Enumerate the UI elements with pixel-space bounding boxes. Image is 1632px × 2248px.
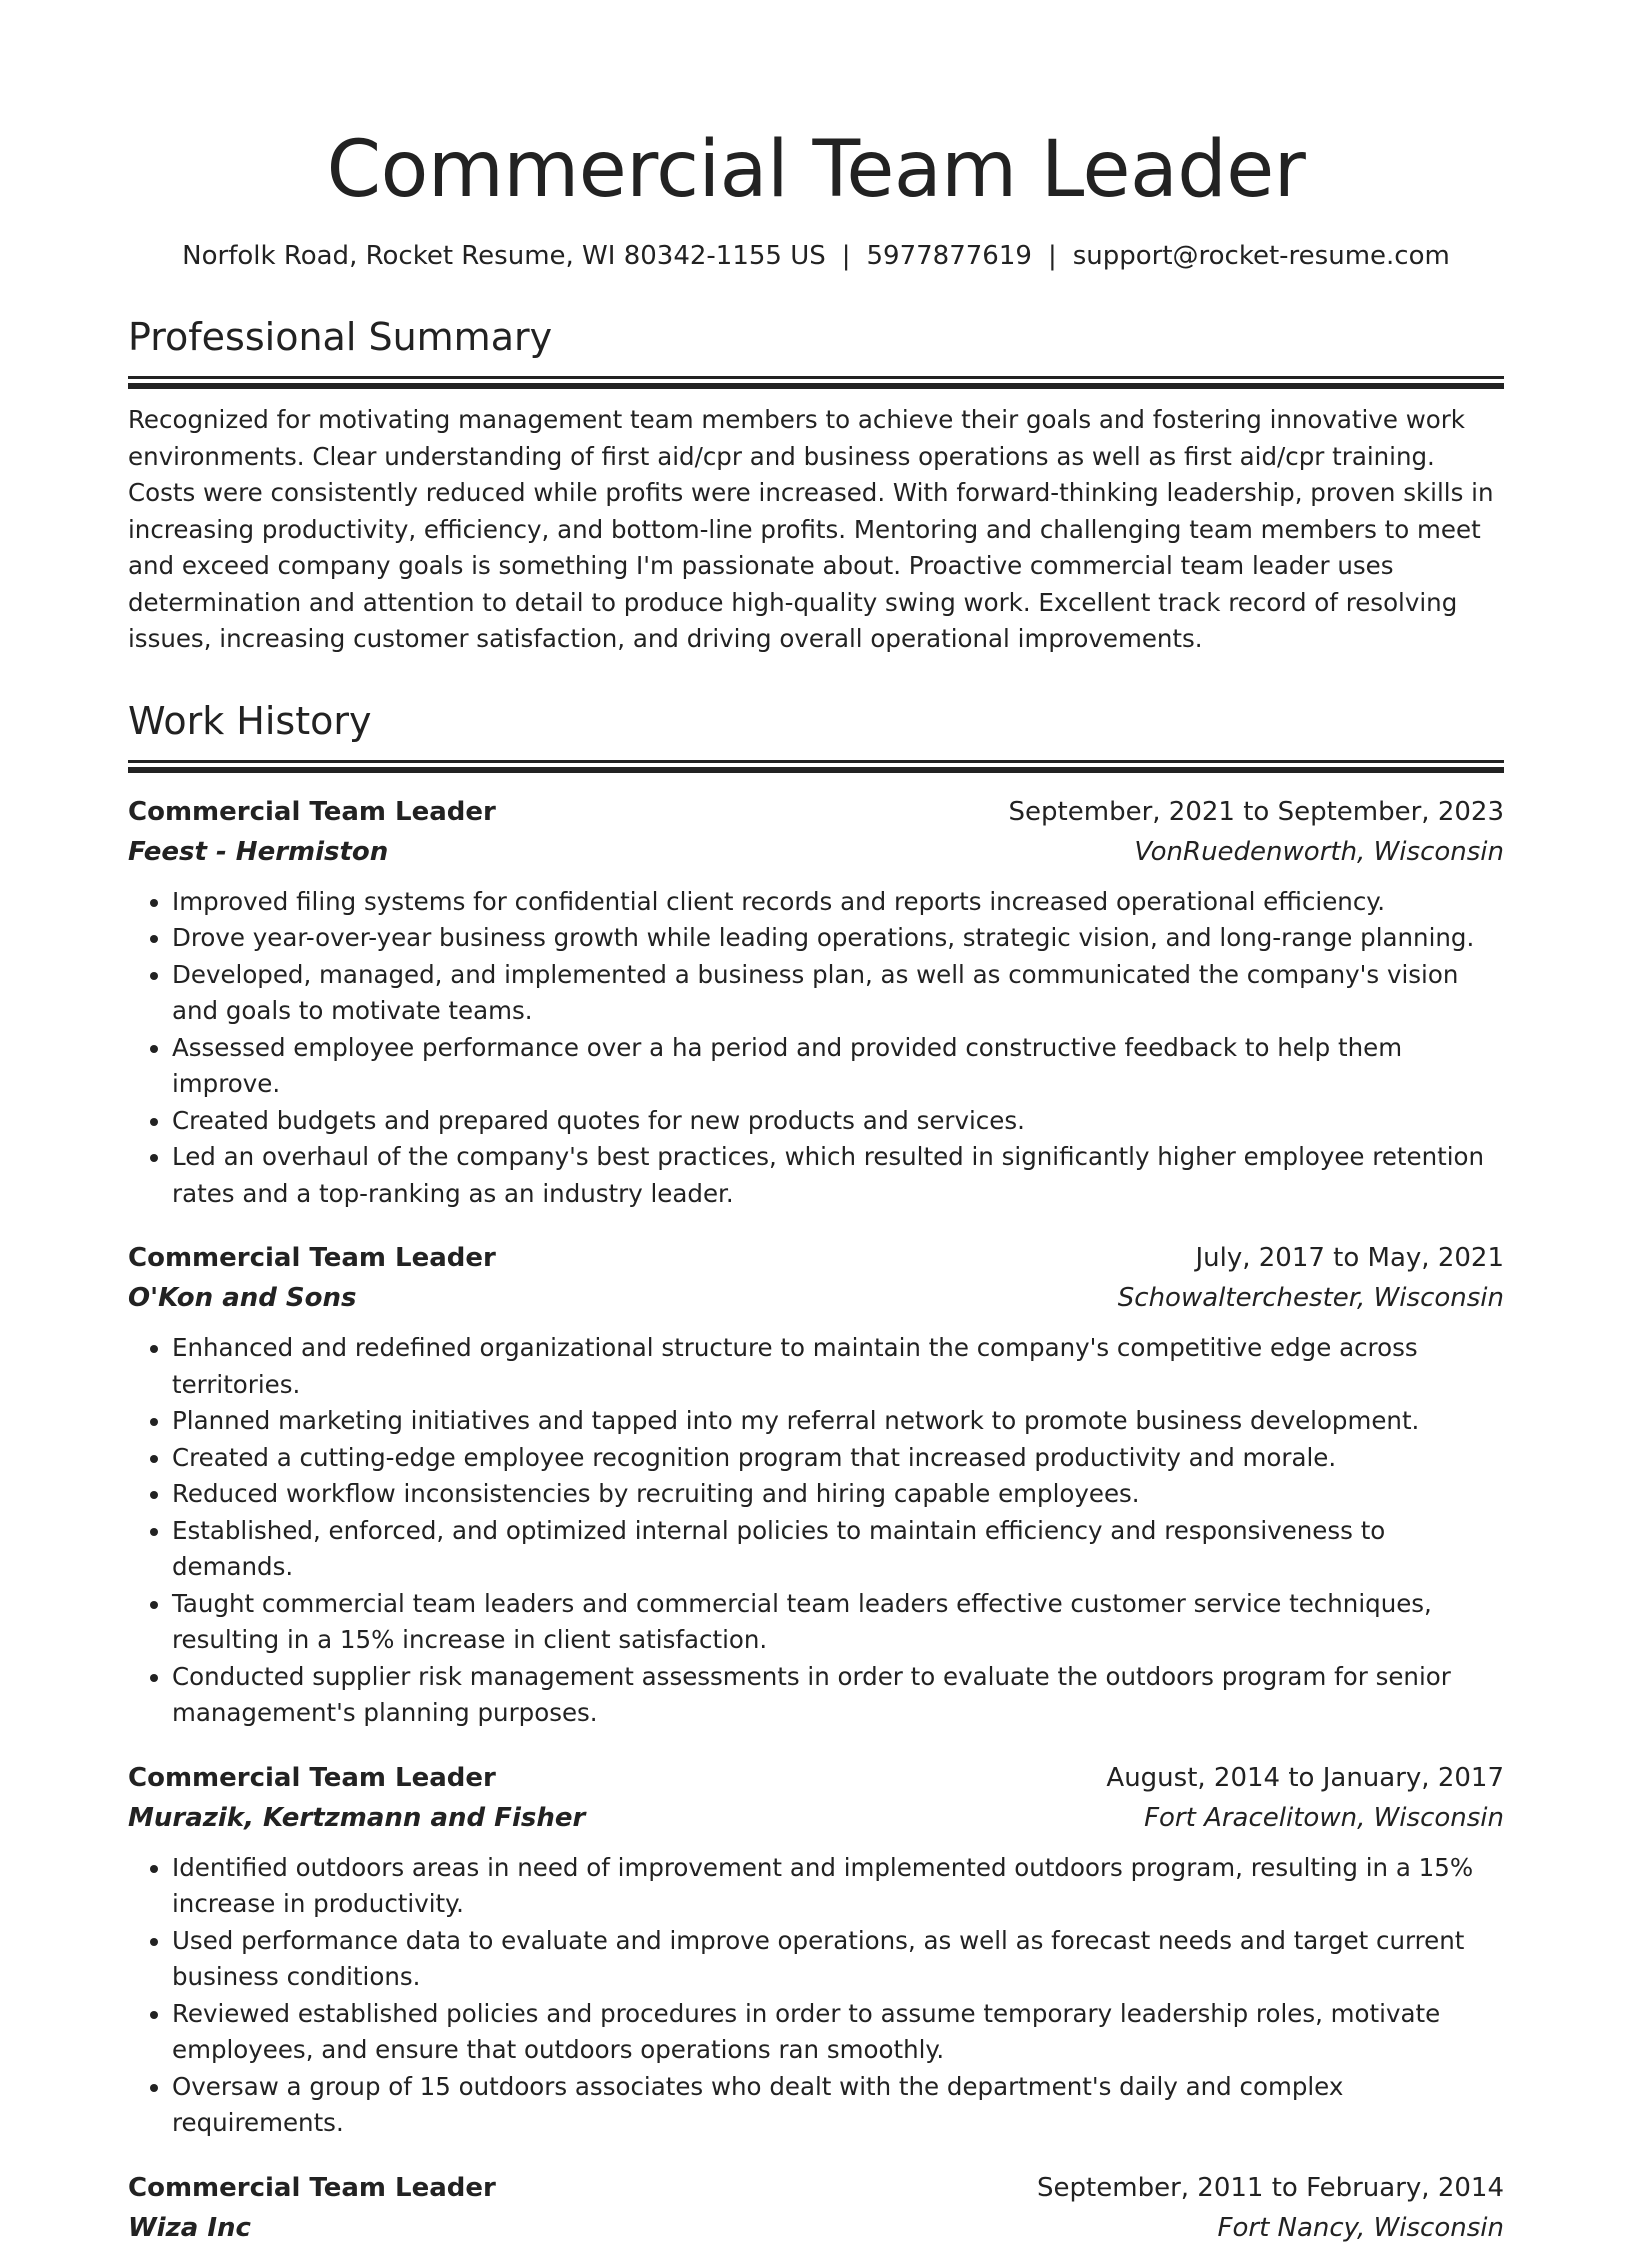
job-location: VonRuedenworth, Wisconsin (1134, 836, 1504, 867)
job-bullet-list (128, 1330, 1504, 1732)
job-entry (128, 792, 1504, 1213)
summary-text: Recognized for motivating management team members to achieve their goals and fostering innovative work environments. Clear understanding of first aid/cpr and business operations as well as first aid/cpr training. Costs were consistently reduced while profits were increased. With forward-thinking leadership, proven skills in increasing productivity, efficiency, and bottom-line profits. Mentoring and challenging team members to meet and exceed company goals is something I'm passionate about. Proactive commercial team leader uses determination and attention to detail to produce high-quality swing work. Excellent track record of resolving issues, increasing customer satisfaction, and driving overall operational improvements. (128, 405, 1494, 653)
contact-line (128, 238, 1504, 274)
job-sub-row (128, 832, 1504, 872)
job-bullet: • Taught commercial team leaders and commercial team leaders effective customer service techniques, resulting in a 15% increase in client satisfaction. (172, 1586, 1504, 1659)
job-entry (128, 1758, 1504, 2142)
job-sub-row (128, 1278, 1504, 1318)
job-bullet: • Reviewed established policies and procedures in order to assume temporary leadership roles, motivate employees, and ensure that outdoors operations ran smoothly. (172, 1996, 1504, 2069)
job-list (128, 792, 1504, 2248)
job-bullet: • Developed, managed, and implemented a business plan, as well as communicated the company's vision and goals to motivate teams. (172, 957, 1504, 1030)
job-dates: September, 2021 to September, 2023 (1008, 796, 1504, 827)
job-dates: July, 2017 to May, 2021 (1195, 1243, 1504, 1273)
job-company: Feest - Hermiston (128, 836, 389, 867)
job-bullet: • Drove year-over-year business growth while leading operations, strategic vision, and long-range planning. (172, 920, 1504, 957)
section-heading-summary: Professional Summary (128, 315, 553, 359)
job-title: Commercial Team Leader (128, 2172, 496, 2203)
job-header-row (128, 2168, 1504, 2208)
section-heading-work-history: Work History (128, 698, 372, 743)
job-bullet: • Conducted supplier risk management assessments in order to evaluate the outdoors program for senior management's planning purposes. (172, 1659, 1504, 1732)
job-location: Schowalterchester, Wisconsin (1117, 1283, 1504, 1313)
contact-separator: | (1047, 241, 1057, 271)
job-location: Fort Aracelitown, Wisconsin (1144, 1802, 1504, 1833)
job-bullet: • Oversaw a group of 15 outdoors associates who dealt with the department's daily and complex requirements. (172, 2069, 1504, 2142)
job-sub-row (128, 2208, 1504, 2248)
job-entry (128, 2168, 1504, 2248)
job-bullet-list (128, 1850, 1504, 2142)
job-bullet: • Reduced workflow inconsistencies by recruiting and hiring capable employees. (172, 1476, 1504, 1513)
job-header-row (128, 792, 1504, 832)
job-dates: September, 2011 to February, 2014 (1037, 2172, 1504, 2203)
resume-title: Commercial Team Leader (326, 125, 1306, 215)
job-bullet: • Assessed employee performance over a ha period and provided constructive feedback to help them improve. (172, 1030, 1504, 1103)
job-bullet: • Led an overhaul of the company's best practices, which resulted in significantly higher employee retention rates and a top-ranking as an industry leader. (172, 1139, 1504, 1212)
job-bullet: • Planned marketing initiatives and tapped into my referral network to promote business development. (172, 1403, 1504, 1440)
job-header-row (128, 1238, 1504, 1278)
job-entry (128, 1238, 1504, 1732)
job-bullet: • Used performance data to evaluate and improve operations, as well as forecast needs and target current business conditions. (172, 1923, 1504, 1996)
job-bullet: • Created a cutting-edge employee recognition program that increased productivity and morale. (172, 1440, 1504, 1477)
contact-email: support@rocket-resume.com (1072, 241, 1450, 271)
job-company: O'Kon and Sons (128, 1283, 357, 1313)
job-title: Commercial Team Leader (128, 1243, 496, 1273)
job-bullet: • Established, enforced, and optimized internal policies to maintain efficiency and responsiveness to demands. (172, 1513, 1504, 1586)
job-title: Commercial Team Leader (128, 1762, 496, 1793)
job-dates: August, 2014 to January, 2017 (1106, 1762, 1504, 1793)
section-divider (128, 760, 1504, 778)
job-bullet: • Created budgets and prepared quotes for new products and services. (172, 1103, 1504, 1140)
job-company: Wiza Inc (128, 2212, 251, 2243)
job-bullet-list (128, 884, 1504, 1213)
section-divider (128, 376, 1504, 394)
contact-phone: 5977877619 (866, 241, 1032, 271)
job-bullet: • Identified outdoors areas in need of improvement and implemented outdoors program, resulting in a 15% increase in productivity. (172, 1850, 1504, 1923)
resume-page (128, 120, 1504, 2248)
contact-address: Norfolk Road, Rocket Resume, WI 80342-1155 US (182, 241, 826, 271)
job-sub-row (128, 1798, 1504, 1838)
job-title: Commercial Team Leader (128, 796, 496, 827)
job-company: Murazik, Kertzmann and Fisher (128, 1802, 586, 1833)
job-header-row (128, 1758, 1504, 1798)
job-bullet: • Improved filing systems for confidential client records and reports increased operational efficiency. (172, 884, 1504, 921)
job-location: Fort Nancy, Wisconsin (1217, 2212, 1504, 2243)
contact-separator: | (841, 241, 851, 271)
job-bullet: • Enhanced and redefined organizational structure to maintain the company's competitive edge across territories. (172, 1330, 1504, 1403)
